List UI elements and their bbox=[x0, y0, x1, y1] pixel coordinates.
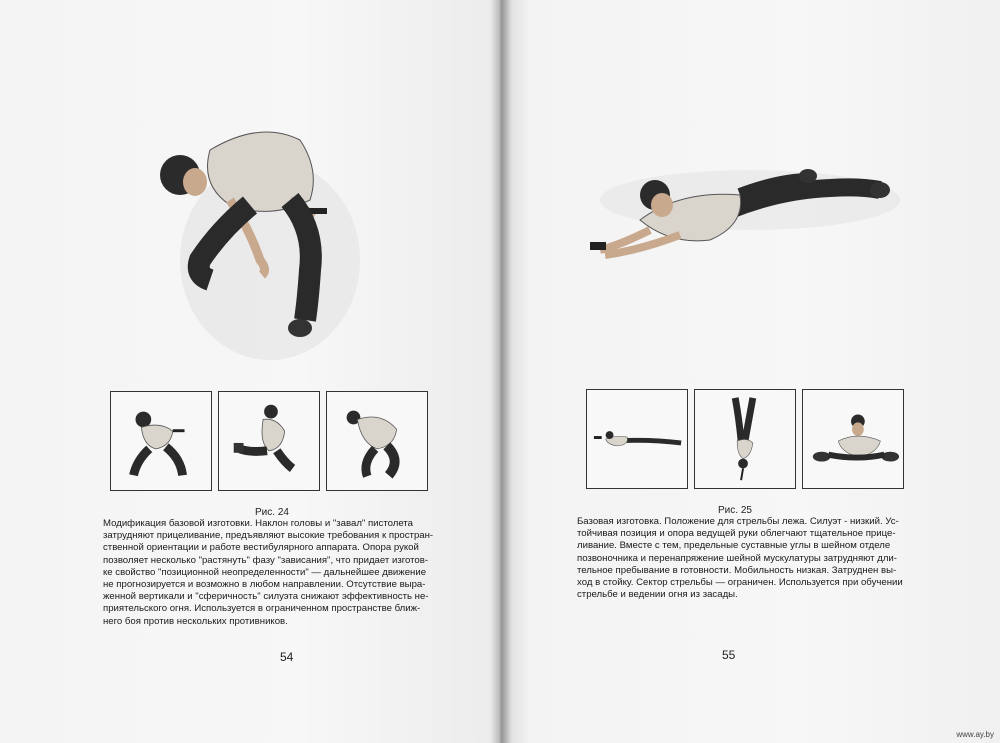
page-number: 54 bbox=[280, 650, 294, 664]
figure-24-thumbnails bbox=[110, 391, 428, 491]
figure-caption: Рис. 25 bbox=[718, 505, 752, 516]
prone-shooter-figure bbox=[580, 150, 900, 280]
figure-25-thumbnails bbox=[586, 389, 904, 489]
figure-caption: Рис. 24 bbox=[255, 507, 289, 518]
text-line: позволяет несколько "растянуть" фазу "зависания", что придает изготов- bbox=[103, 554, 429, 566]
thumbnail bbox=[218, 391, 320, 491]
text-line: женной вертикали и "сферичность" силуэта снижают эффективность не- bbox=[103, 591, 429, 603]
text-line: тойчивая позиция и опора ведущей руки облегчают тщательное прице- bbox=[577, 528, 896, 540]
text-line: позвоночника и перенапряжение шейной мускулатуры затрудняют дли- bbox=[577, 552, 897, 564]
thumbnail bbox=[326, 391, 428, 491]
text-line: приятельского огня. Используется в ограниченном пространстве ближ- bbox=[103, 603, 421, 615]
text-line: Базовая изготовка. Положение для стрельбы лежа. Силуэт - низкий. Ус- bbox=[577, 516, 899, 527]
text-line: него боя против нескольких противников. bbox=[103, 615, 288, 627]
text-line: Модификация базовой изготовки. Наклон головы и "завал" пистолета bbox=[103, 518, 413, 529]
watermark: www.ay.by bbox=[956, 730, 994, 739]
thumbnail bbox=[694, 389, 796, 489]
right-page bbox=[500, 0, 1000, 743]
figure-description bbox=[103, 518, 455, 628]
page-number: 55 bbox=[722, 648, 736, 662]
thumbnail bbox=[110, 391, 212, 491]
figure-description bbox=[577, 516, 927, 601]
text-line: не прогнозируется и возможно в любом направлении. Отсутствие выра- bbox=[103, 579, 426, 591]
text-line: ке свойство "позиционной неопределенности" — дальнейшее движение bbox=[103, 566, 427, 578]
crouching-shooter-figure bbox=[140, 110, 380, 370]
book-gutter bbox=[490, 0, 512, 743]
thumbnail bbox=[802, 389, 904, 489]
text-line: ливание. Вместе с тем, предельные суставные углы в шейном отделе bbox=[577, 540, 891, 552]
text-line: затрудняют прицеливание, предъявляют высокие требования к простран- bbox=[103, 530, 434, 542]
text-line: тельное пребывание в готовности. Мобильность низкая. Затруднен вы- bbox=[577, 564, 897, 576]
thumbnail bbox=[586, 389, 688, 489]
text-line: ход в стойку. Сектор стрельбы — ограничен. Используется при обучении bbox=[577, 577, 903, 589]
text-line: стрельбе и ведении огня из засады. bbox=[577, 589, 738, 601]
text-line: ственной ориентации и работе вестибулярного аппарата. Опора рукой bbox=[103, 542, 419, 554]
